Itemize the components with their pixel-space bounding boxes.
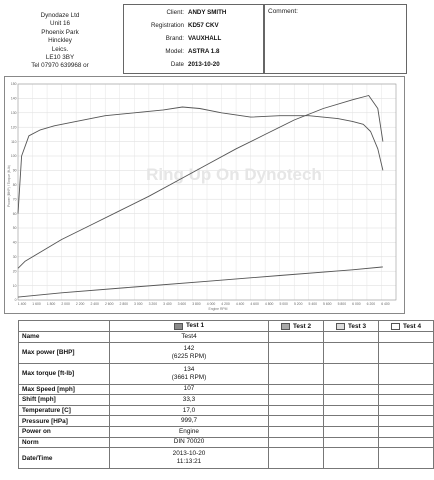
tab-test-2[interactable]: Test 2 <box>269 321 324 332</box>
x-tick-label: 2 600 <box>104 302 114 306</box>
row-label: Date/Time <box>19 448 110 469</box>
x-tick-label: 4 600 <box>250 302 259 306</box>
swatch-icon <box>281 323 290 330</box>
table-row <box>19 395 434 406</box>
chart-watermark: Ring Up On Dynotech <box>146 165 322 184</box>
table-row <box>19 384 434 395</box>
tab-test-3[interactable]: Test 3 <box>324 321 379 332</box>
y-tick-label: 100 <box>10 154 17 159</box>
swatch-icon <box>336 323 345 330</box>
x-tick-label: 5 400 <box>308 302 318 306</box>
model-label: Model: <box>165 48 184 55</box>
phone-line: Tel 07970 639968 or <box>31 62 89 70</box>
y-tick-label: 150 <box>10 82 17 87</box>
client-row <box>124 7 263 19</box>
address-line: Hinckley <box>48 37 72 45</box>
row-value: 142 (6225 RPM) <box>110 342 269 363</box>
y-tick-label: 90 <box>12 168 17 173</box>
y-tick-label: 60 <box>12 211 17 216</box>
table-row <box>19 448 434 469</box>
row-value: 999,7 <box>110 416 269 427</box>
row-label: Pressure [HPa] <box>19 416 110 427</box>
y-tick-label: 0 <box>14 298 17 303</box>
brand-row <box>124 33 263 45</box>
x-tick-label: 4 400 <box>235 302 245 306</box>
header-corner <box>19 321 110 332</box>
y-tick-label: 110 <box>11 139 17 144</box>
x-tick-label: 1 600 <box>32 302 41 306</box>
comment-box <box>264 4 407 74</box>
x-tick-label: 2 400 <box>90 302 99 306</box>
date-label: Date <box>170 61 184 68</box>
date-row <box>124 59 263 71</box>
x-tick-label: 1 400 <box>17 302 27 306</box>
row-value: DIN 70020 <box>110 437 269 448</box>
y-tick-label: 130 <box>10 111 17 115</box>
row-value: 107 <box>110 384 269 395</box>
table-row <box>19 426 434 437</box>
x-tick-label: 4 200 <box>221 302 230 306</box>
registration-label: Registration <box>150 22 184 29</box>
row-value: Test4 <box>110 332 269 343</box>
date-value: 2013-10-20 <box>188 61 220 68</box>
x-tick-label: 5 200 <box>293 302 303 306</box>
y-tick-label: 70 <box>12 197 17 202</box>
table-row <box>19 416 434 427</box>
y-axis-label: Power (BHP) / Torque (ft-lb) <box>7 165 11 207</box>
row-label: Shift [mph] <box>19 395 110 406</box>
row-label: Norm <box>19 437 110 448</box>
tab-test-4[interactable]: Test 4 <box>379 321 434 332</box>
address-line: Phoenix Park <box>41 28 79 36</box>
table-row <box>19 332 434 343</box>
x-tick-label: 1 800 <box>46 302 56 306</box>
y-tick-label: 80 <box>12 183 17 187</box>
x-tick-label: 3 400 <box>163 302 172 306</box>
y-tick-label: 10 <box>12 283 17 288</box>
y-tick-label: 20 <box>12 269 17 274</box>
x-tick-label: 3 800 <box>192 302 201 306</box>
x-tick-label: 3 600 <box>177 302 187 306</box>
row-value: 33,3 <box>110 395 269 406</box>
row-value: 2013-10-20 11:13:21 <box>110 448 269 469</box>
table-row <box>19 342 434 363</box>
x-axis-label: Engine RPM <box>208 307 228 311</box>
y-tick-label: 140 <box>10 96 17 101</box>
company-name: Dynodaze Ltd <box>40 12 80 19</box>
x-tick-label: 6 400 <box>381 302 390 306</box>
row-label: Power on <box>19 426 110 437</box>
dyno-chart <box>4 76 405 314</box>
y-tick-label: 40 <box>12 240 17 245</box>
y-tick-label: 50 <box>12 226 17 231</box>
model-value: ASTRA 1.8 <box>188 48 220 55</box>
x-tick-label: 4 000 <box>206 302 216 306</box>
swatch-icon <box>174 323 183 330</box>
y-tick-label: 120 <box>10 125 17 130</box>
registration-value: KD57 CKV <box>188 22 219 29</box>
table-row <box>19 437 434 448</box>
x-tick-label: 5 600 <box>323 302 332 306</box>
test-results-table <box>18 320 434 469</box>
table-header-row <box>19 321 434 332</box>
address-line: Unit 16 <box>50 20 70 28</box>
row-label: Max torque [ft-lb] <box>19 363 110 384</box>
comment-label: Comment: <box>268 8 298 15</box>
x-tick-label: 2 200 <box>75 302 85 306</box>
row-value: 134 (3661 RPM) <box>110 363 269 384</box>
x-tick-label: 3 000 <box>134 302 143 306</box>
company-address <box>4 12 116 71</box>
row-value: 17,0 <box>110 405 269 416</box>
address-line: LE10 3BY <box>45 54 75 62</box>
brand-value: VAUXHALL <box>188 35 222 42</box>
address-line: Leics. <box>51 45 69 53</box>
table-row <box>19 405 434 416</box>
x-tick-label: 2 000 <box>61 302 70 306</box>
row-label: Max power [BHP] <box>19 342 110 363</box>
brand-label: Brand: <box>165 35 184 42</box>
model-row <box>124 46 263 58</box>
row-label: Temperature [C] <box>19 405 110 416</box>
registration-row <box>124 20 263 32</box>
row-value: Engine <box>110 426 269 437</box>
x-tick-label: 6 200 <box>366 302 376 306</box>
row-label: Name <box>19 332 110 343</box>
y-tick-label: 30 <box>12 255 17 259</box>
x-tick-label: 4 800 <box>264 302 274 306</box>
table-row <box>19 363 434 384</box>
client-label: Client: <box>166 9 184 16</box>
vehicle-info-box <box>123 4 264 74</box>
x-tick-label: 5 000 <box>279 302 288 306</box>
dyno-chart-svg <box>4 76 405 314</box>
row-label: Max Speed [mph] <box>19 384 110 395</box>
client-value: ANDY SMITH <box>188 9 227 16</box>
x-tick-label: 3 200 <box>148 302 158 306</box>
tab-test-1[interactable]: Test 1 <box>110 321 269 332</box>
swatch-icon <box>391 323 400 330</box>
x-tick-label: 2 800 <box>119 302 129 306</box>
x-tick-label: 6 000 <box>352 302 361 306</box>
x-tick-label: 5 800 <box>337 302 347 306</box>
